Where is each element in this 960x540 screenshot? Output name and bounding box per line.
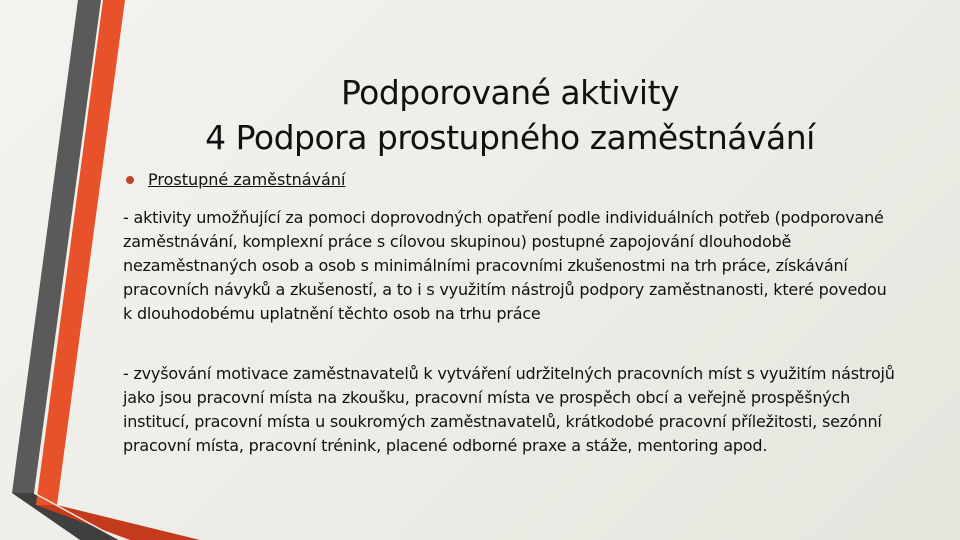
paragraph-2: - zvyšování motivace zaměstnavatelů k vytváření udržitelných pracovních míst s využitím nástrojů jako jsou pracovní místa na zkoušku, pracovní místa ve prospěch obcí a veřejně prospěšných institucí, pracovní místa u soukromých zaměstnavatelů, krátkodobé pracovní příležitosti, sezónní pracovní místa, pracovní trénink, placené odborné praxe a stáže, mentoring apod. [123,364,895,455]
bullet-dot-icon [126,176,134,184]
bullet-item [126,170,345,189]
title-line-1: Podporované aktivity [340,73,680,112]
bullet-text: Prostupné zaměstnávání [148,170,346,189]
title-line-2: 4 Podpora prostupného zaměstnávání [205,118,815,157]
slide-title [150,70,870,160]
paragraph-1: - aktivity umožňující za pomoci doprovodných opatření podle individuálních potřeb (podporované zaměstnávání, komplexní práce s cílovou skupinou) postupné zapojování dlouhodobě nezaměstnaných osob a osob s minimálními pracovními zkušenostmi na trh práce, získávání pracovních návyků a zkušeností, a to i s využitím nástrojů podpory zaměstnanosti, které povedou k dlouhodobému uplatnění těchto osob na trhu práce [123,208,887,323]
